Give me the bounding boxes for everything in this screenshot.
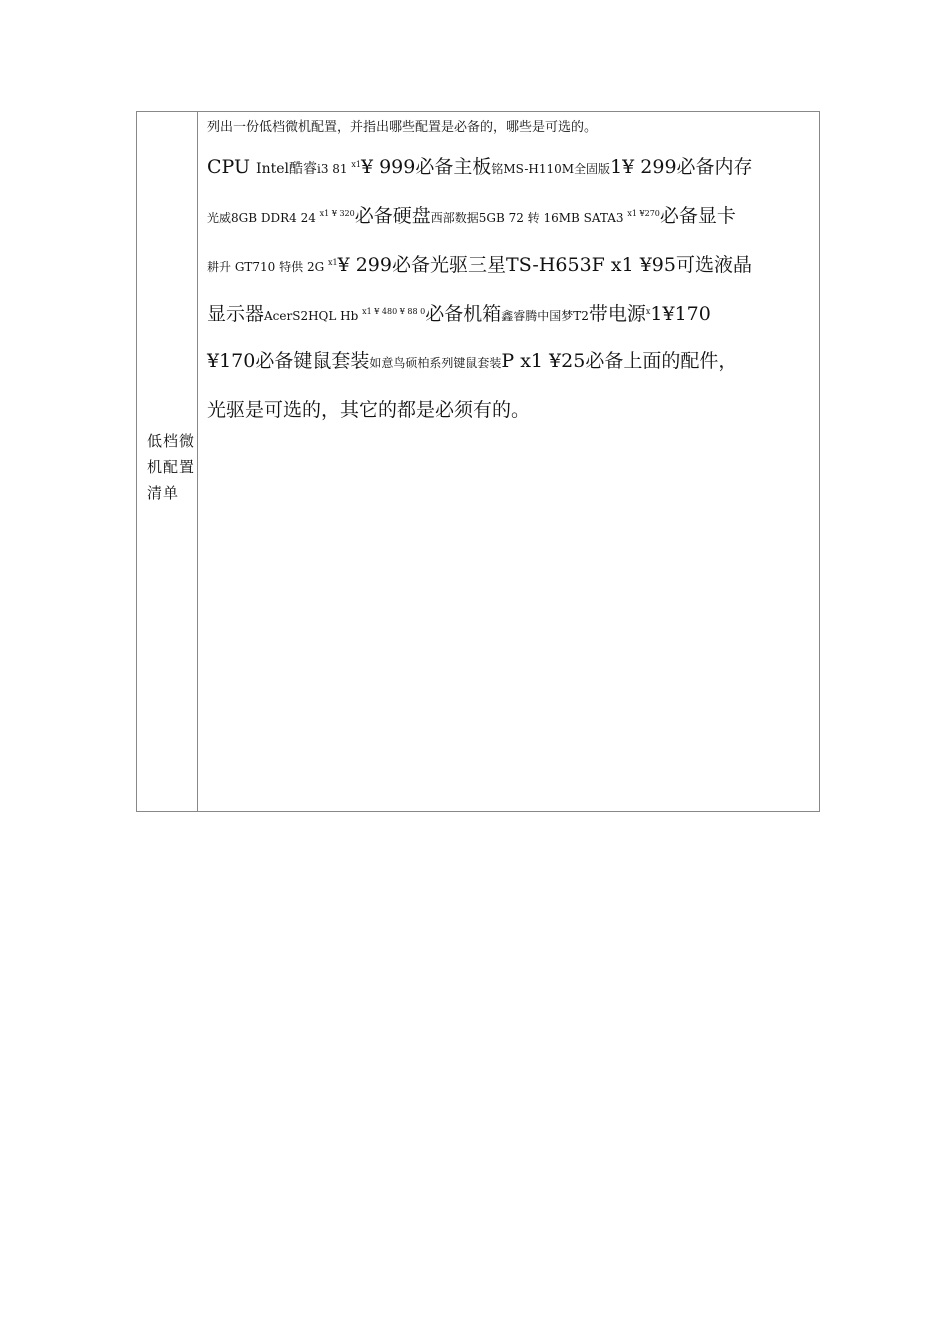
- config-content: [207, 118, 817, 440]
- config-line: [207, 244, 817, 293]
- config-text-segment: x1: [351, 160, 361, 169]
- config-text-segment: ¥170: [207, 350, 256, 372]
- config-text-segment: x1 ¥ 320: [319, 209, 355, 218]
- row-label-line: 低档微: [147, 432, 196, 450]
- config-text-segment: TS-H653F x1 ¥95: [506, 254, 676, 276]
- config-text-segment: x1: [327, 258, 338, 267]
- config-text-segment: Intel: [256, 161, 289, 177]
- config-text-segment: 必备内存: [676, 156, 753, 178]
- config-text-segment: 耕升 GT710 特供 2G: [207, 260, 328, 274]
- column-divider: [197, 112, 198, 811]
- config-text-segment: 必备上面的配件，: [585, 350, 738, 372]
- config-text-segment: 显示器: [207, 303, 265, 325]
- row-label: [137, 428, 197, 506]
- config-lines: [207, 146, 817, 440]
- config-text-segment: 铭MS-H110M全固版: [491, 162, 611, 176]
- intro-text: 列出一份低档微机配置，并指出哪些配置是必备的，哪些是可选的。: [207, 120, 598, 135]
- config-text-segment: 必备光驱三星: [392, 254, 507, 276]
- config-text-segment: 西部数据5GB 72 转 16MB SATA3: [430, 211, 628, 225]
- config-text-segment: x: [645, 307, 651, 316]
- config-text-segment: P x1 ¥25: [501, 350, 586, 372]
- config-text-segment: x1 ¥270: [627, 209, 660, 218]
- config-text-segment: 如意鸟硕柏系列键鼠套装: [369, 356, 502, 370]
- row-label-line: 机配置: [147, 458, 196, 476]
- config-line: [207, 195, 817, 244]
- config-text-segment: 酷睿: [288, 161, 317, 177]
- config-text-segment: 1¥ 299: [610, 156, 677, 178]
- config-table: [136, 111, 820, 812]
- config-text-segment: ¥ 299: [337, 254, 392, 276]
- config-text-segment: 必备显卡: [659, 205, 736, 227]
- config-line: [207, 391, 817, 440]
- config-text-segment: AcerS2HQL Hb: [264, 309, 363, 323]
- config-text-segment: i3 81: [316, 162, 352, 176]
- config-text-segment: 1¥170: [650, 303, 711, 325]
- config-line: [207, 293, 817, 342]
- config-line: [207, 146, 817, 195]
- config-text-segment: 光驱是可选的，其它的都是必须有的。: [207, 399, 531, 421]
- config-text-segment: 必备硬盘: [354, 205, 431, 227]
- config-text-segment: 可选液晶: [676, 254, 753, 276]
- config-text-segment: CPU: [207, 156, 257, 178]
- config-text-segment: 必备键鼠套装: [255, 350, 370, 372]
- config-text-segment: x1 ¥ 480 ¥ 88 0: [362, 307, 426, 316]
- config-text-segment: 必备机箱: [425, 303, 502, 325]
- config-text-segment: ¥ 999: [360, 156, 416, 178]
- config-text-segment: 带电源: [588, 303, 646, 325]
- config-text-segment: 光威8GB DDR4 24: [207, 211, 320, 225]
- row-label-line: 清单: [147, 484, 180, 502]
- config-text-segment: 必备主板: [415, 156, 492, 178]
- config-text-segment: 鑫睿腾中国梦T2: [501, 309, 589, 323]
- config-line: [207, 342, 817, 391]
